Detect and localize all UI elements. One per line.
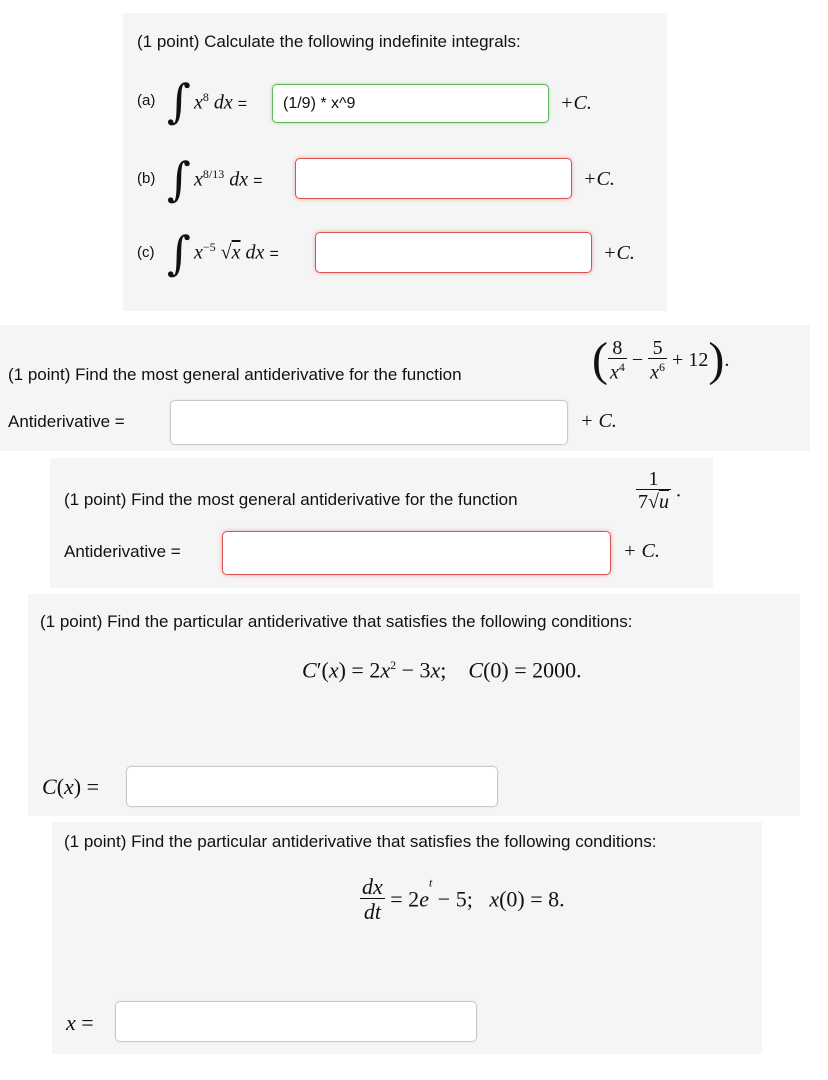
- answer-input-a[interactable]: [272, 84, 549, 123]
- problem-5-conditions: $\frac{dx}{dt}$ = $2e^t - 5$; x(0) = 8.: [362, 874, 565, 924]
- problem-2-plus-c: [580, 411, 617, 431]
- integral-sign-b: ∫: [167, 152, 191, 206]
- part-c-label: (c): [137, 244, 155, 261]
- plus-c-a: +C.: [560, 92, 592, 114]
- problem-3-plus-c-text: + C.: [623, 540, 660, 562]
- problem-4-conditions: $C'(x) = 2x^2 - 3x$; C(0) = 2000.: [302, 657, 582, 683]
- integrand-c: $x^{-5}$ √x dx =: [194, 240, 279, 264]
- problem-3-function: $\frac{1}{7√u}$ .: [638, 468, 681, 513]
- problem-2-function: ( $\frac{8}{x^4}$ − $\frac{5}{x^6}$ + 12).: [592, 333, 730, 386]
- problem-3-label: Antiderivative =: [64, 542, 181, 561]
- plus-c-c: +C.: [603, 242, 635, 264]
- problem-4-prompt: (1 point) Find the particular antiderivative that satisfies the following conditions:: [40, 612, 633, 631]
- part-a-label: (a): [137, 92, 156, 109]
- problem-2-label: Antiderivative =: [8, 412, 125, 431]
- problem-3-prompt: (1 point) Find the most general antiderivative for the function: [64, 490, 518, 509]
- problem-5-answer-input[interactable]: [115, 1001, 477, 1042]
- problem-2-plus-c-text: + C.: [580, 410, 617, 432]
- problem-4-label: C(x) =: [42, 774, 100, 799]
- integral-sign-c: ∫: [167, 226, 191, 280]
- problem-2-prompt: (1 point) Find the most general antiderivative for the function: [8, 365, 462, 384]
- plus-c-b: +C.: [583, 168, 615, 190]
- answer-input-b[interactable]: [295, 158, 572, 199]
- problem-1-prompt: (1 point) Calculate the following indefinite integrals:: [137, 32, 521, 51]
- answer-input-c[interactable]: [315, 232, 592, 273]
- integral-sign-a: ∫: [167, 74, 191, 128]
- problem-5-prompt: (1 point) Find the particular antiderivative that satisfies the following conditions:: [64, 832, 657, 851]
- problem-2-answer-input[interactable]: [170, 400, 568, 445]
- problem-4-answer-input[interactable]: [126, 766, 498, 807]
- part-b-label: (b): [137, 170, 156, 187]
- integrand-b: $x^{8/13}$ dx =: [194, 167, 263, 191]
- problem-5-label: x =: [66, 1010, 94, 1035]
- problem-3-plus-c: [623, 541, 660, 561]
- problem-3-answer-input[interactable]: [222, 531, 611, 575]
- integrand-a: $x^8$ dx =: [194, 90, 248, 114]
